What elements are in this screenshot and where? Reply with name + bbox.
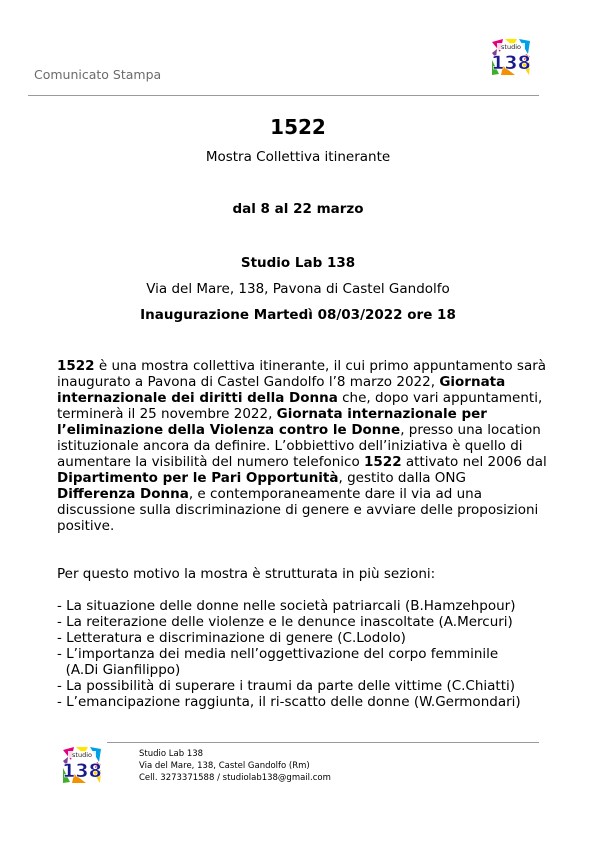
list-item: (A.Di Gianfilippo) <box>57 662 181 678</box>
paragraph-text: è una mostra collettiva itinerante, il cui primo appuntamento sarà inaugurato a Pavona di Castel Gandolfo l’8 marzo 2022, <box>57 358 547 390</box>
footer-address: Via del Mare, 138, Castel Gandolfo (Rm) <box>139 761 310 771</box>
paragraph-text: , gestito dalla ONG <box>338 470 466 486</box>
venue-name: Studio Lab 138 <box>240 255 356 271</box>
press-release-label: Comunicato Stampa <box>34 67 162 82</box>
logo-small-text: studio <box>72 751 92 759</box>
bold-text: 1522 <box>57 358 95 374</box>
list-item: - L’importanza dei media nell’oggettivazione del corpo femminile <box>57 646 499 662</box>
paragraph-text: , e contemporaneamente dare il via ad una discussione sulla discriminazione di genere e avviare delle proposizioni positive. <box>57 486 539 534</box>
list-item: - Letteratura e discriminazione di genere (C.Lodolo) <box>57 630 406 646</box>
bold-text: Giornata internazionale per l’eliminazione della Violenza contro le Donne <box>57 406 487 438</box>
footer-phone-email: Cell. 3273371588 / studiolab138@gmail.com <box>139 773 331 783</box>
bold-text: 1522 <box>364 454 402 470</box>
sections-intro: Per questo motivo la mostra è strutturata in più sezioni: <box>57 566 436 582</box>
footer-logo-graphic <box>62 746 102 784</box>
list-item: - La possibilità di superare i traumi da parte delle vittime (C.Chiatti) <box>57 678 516 694</box>
description-paragraph <box>57 358 547 534</box>
paragraph-text: che, dopo vari appuntamenti, terminerà il 25 novembre 2022, <box>57 390 543 422</box>
list-item: - L’emancipazione raggiunta, il ri-scatto delle donne (W.Germondari) <box>57 694 521 710</box>
studio-logo-graphic <box>491 38 531 76</box>
logo-number: 138 <box>491 52 531 74</box>
list-item: - La reiterazione delle violenze e le denunce inascoltate (A.Mercuri) <box>57 614 513 630</box>
sections-list <box>57 598 557 710</box>
paragraph-text: , presso una location istituzionale ancora da definire. L’obbiettivo dell’iniziativa è quello di aumentare la visibilità del numero telefonico <box>57 422 541 470</box>
footer-studio-name: Studio Lab 138 <box>139 749 204 759</box>
venue-address: Via del Mare, 138, Pavona di Castel Gandolfo <box>146 281 450 297</box>
bold-text: Dipartimento per le Pari Opportunità <box>57 470 339 486</box>
list-item: - La situazione delle donne nelle società patriarcali (B.Hamzehpour) <box>57 598 516 614</box>
footer-contact <box>139 748 331 784</box>
logo-number: 138 <box>62 760 102 782</box>
bold-text: Differenza Donna <box>57 486 189 502</box>
studio-logo <box>491 38 531 76</box>
footer-divider <box>107 742 539 743</box>
logo-small-text: studio <box>501 43 521 51</box>
exhibition-subtitle: Mostra Collettiva itinerante <box>205 149 391 165</box>
exhibition-dates: dal 8 al 22 marzo <box>232 201 364 217</box>
exhibition-title: 1522 <box>270 115 326 139</box>
header-divider <box>28 95 539 96</box>
paragraph-text: attivato nel 2006 dal <box>401 454 547 470</box>
footer-logo <box>62 746 102 784</box>
bold-text: Giornata internazionale dei diritti della Donna <box>57 374 506 406</box>
opening-info: Inaugurazione Martedì 08/03/2022 ore 18 <box>140 307 456 323</box>
